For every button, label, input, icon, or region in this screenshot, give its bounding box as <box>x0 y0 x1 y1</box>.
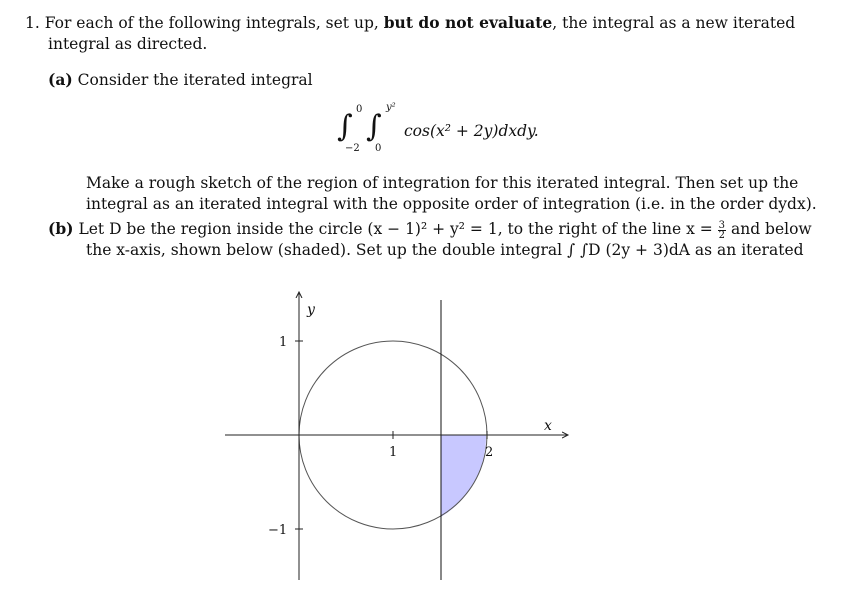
x-tick-label-2: 2 <box>485 445 494 460</box>
y-axis-label: y <box>307 302 315 318</box>
fraction-denominator: 2 <box>718 229 726 241</box>
outer-integral-sign: ∫ <box>337 109 353 144</box>
intro-line2: integral as directed. <box>48 35 208 53</box>
inner-lower-limit: 0 <box>375 143 382 154</box>
shaded-region-d <box>441 435 486 517</box>
part-b-text-pre: Let D be the region inside the circle (x − 1)² + y² = 1, to the right of the line x = <box>78 220 718 238</box>
intro-text-post: , the integral as a new iterated <box>552 14 796 32</box>
part-a-desc-line2: integral as an iterated integral with the opposite order of integration (i.e. in the order dydx). <box>86 195 817 213</box>
fraction-numerator: 3 <box>718 219 726 231</box>
inner-upper-limit: y² <box>386 102 396 113</box>
intro-text-pre: For each of the following integrals, set up, <box>44 14 384 32</box>
x-axis-label: x <box>544 418 552 434</box>
y-tick-label-pos: 1 <box>279 335 288 350</box>
x-tick-label-1: 1 <box>389 445 398 460</box>
outer-upper-limit: 0 <box>356 104 363 115</box>
y-tick-label-neg: −1 <box>268 523 288 538</box>
intro-bold-text: but do not evaluate <box>383 13 553 32</box>
integrand: cos(x² + 2y)dxdy. <box>404 122 539 140</box>
outer-lower-limit: −2 <box>345 143 360 154</box>
part-b-line2: the x-axis, shown below (shaded). Set up the double integral ∫ ∫D (2y + 3)dA as an iterated <box>86 241 804 259</box>
part-a-label: (a) <box>48 70 73 89</box>
part-a-text: Consider the iterated integral <box>77 71 313 89</box>
part-b-text-post: and below <box>726 220 812 238</box>
problem-number: 1. <box>25 14 40 32</box>
inner-integral-sign: ∫ <box>366 109 382 144</box>
part-b-label: (b) <box>48 219 74 238</box>
part-a-desc-line1: Make a rough sketch of the region of integration for this iterated integral. Then set up the <box>86 174 799 192</box>
